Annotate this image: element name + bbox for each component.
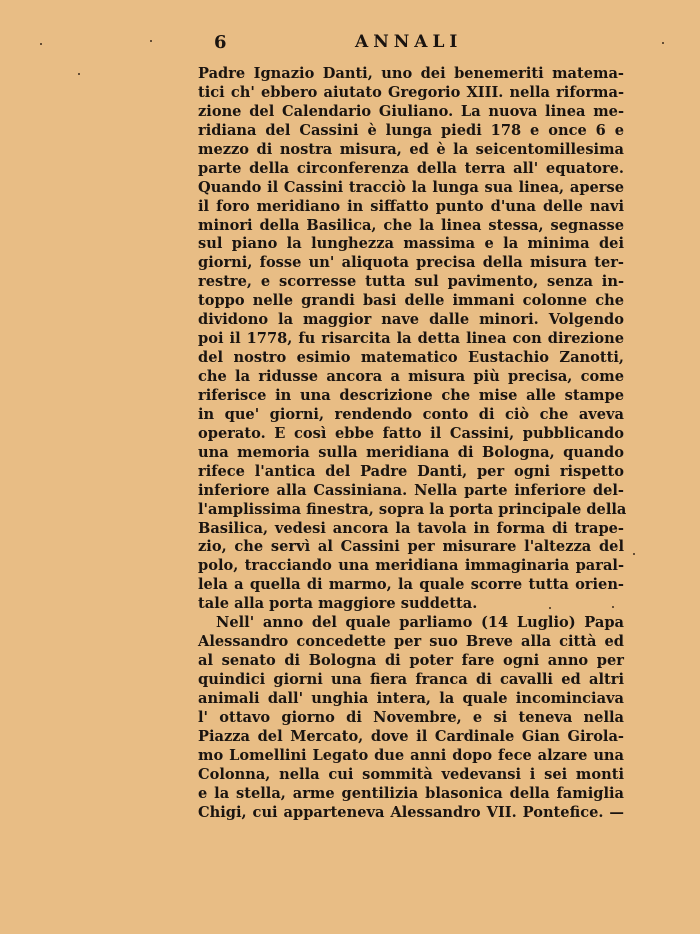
text-line: polo, tracciando una meridiana immaginaria paral- (198, 557, 624, 575)
text-line: poi il 1778, fu risarcita la detta linea con direzione (198, 330, 624, 348)
print-speck (549, 607, 551, 609)
text-line: inferiore alla Cassiniana. Nella parte inferiore del- (198, 481, 624, 499)
text-line: Alessandro concedette per suo Breve alla città ed (198, 633, 624, 651)
text-line: in que' giorni, rendendo conto di ciò che aveva (198, 405, 624, 423)
text-line: minori della Basilica, che la linea stessa, segnasse (198, 216, 624, 234)
text-line: mo Lomellini Legato due anni dopo fece alzare una (198, 746, 624, 764)
text-line: Quando il Cassini tracciò la lunga sua linea, aperse (198, 178, 624, 196)
text-line: Chigi, cui apparteneva Alessandro VII. Pontefice. — (198, 803, 624, 821)
page-header (0, 32, 700, 56)
print-speck (150, 40, 152, 42)
print-speck (78, 73, 80, 75)
paragraph (198, 65, 627, 614)
text-line: quindici giorni una fiera franca di cavalli ed altri (198, 671, 624, 688)
text-line: parte della circonferenza della terra all' equatore. (198, 159, 624, 177)
text-line: restre, e scorresse tutta sul pavimento, senza in- (198, 273, 624, 291)
text-line: operato. E così ebbe fatto il Cassini, pubblicando (198, 424, 624, 442)
text-line: giorni, fosse un' aliquota precisa della misura ter- (198, 254, 624, 272)
text-line: Nell' anno del quale parliamo (14 Luglio) Papa (216, 614, 624, 632)
text-line: rifece l'antica del Padre Danti, per ogni rispetto (198, 462, 624, 480)
text-line: il foro meridiano in siffatto punto d'una delle navi (198, 197, 624, 215)
text-line: una memoria sulla meridiana di Bologna, quando (198, 443, 624, 461)
print-speck (40, 43, 42, 45)
paragraph (198, 614, 624, 822)
text-line: toppo nelle grandi basi delle immani colonne che (198, 292, 624, 310)
text-line: mezzo di nostra misura, ed è la seicentomillesima (198, 140, 624, 158)
text-line: l'amplissima finestra, sopra la porta principale della (198, 500, 627, 518)
text-line: Padre Ignazio Danti, uno dei benemeriti matema- (198, 65, 624, 82)
print-speck (662, 42, 664, 44)
text-line: zione del Calendario Giuliano. La nuova linea me- (198, 102, 624, 120)
running-head: ANNALI (355, 32, 463, 52)
page-number: 6 (214, 32, 227, 53)
text-line: animali dall' unghia intera, la quale incominciava (198, 689, 624, 707)
text-line: dividono la maggior nave dalle minori. Volgendo (198, 311, 624, 329)
text-line: e la stella, arme gentilizia blasonica della famiglia (198, 784, 624, 802)
text-line: Basilica, vedesi ancora la tavola in forma di trape- (198, 519, 624, 537)
text-line: l' ottavo giorno di Novembre, e si teneva nella (198, 708, 624, 726)
text-line: sul piano la lunghezza massima e la minima dei (198, 235, 624, 253)
print-speck (612, 606, 614, 608)
body-text (198, 65, 627, 823)
text-line: lela a quella di marmo, la quale scorre tutta orien- (198, 576, 624, 594)
text-line: al senato di Bologna di poter fare ogni anno per (198, 652, 624, 670)
text-line: riferisce in una descrizione che mise alle stampe (198, 386, 624, 404)
text-line: Piazza del Mercato, dove il Cardinale Gian Girola- (198, 727, 624, 745)
print-speck (633, 553, 635, 555)
text-line: Colonna, nella cui sommità vedevansi i sei monti (198, 765, 624, 783)
text-line: tale alla porta maggiore suddetta. (198, 595, 478, 613)
text-line: che la ridusse ancora a misura più precisa, come (198, 368, 624, 385)
text-line: ridiana del Cassini è lunga piedi 178 e once 6 e (198, 121, 624, 139)
text-line: tici ch' ebbero aiutato Gregorio XIII. nella riforma- (198, 83, 624, 101)
text-line: del nostro esimio matematico Eustachio Zanotti, (198, 349, 624, 367)
text-line: zio, che servì al Cassini per misurare l'altezza del (198, 538, 624, 556)
